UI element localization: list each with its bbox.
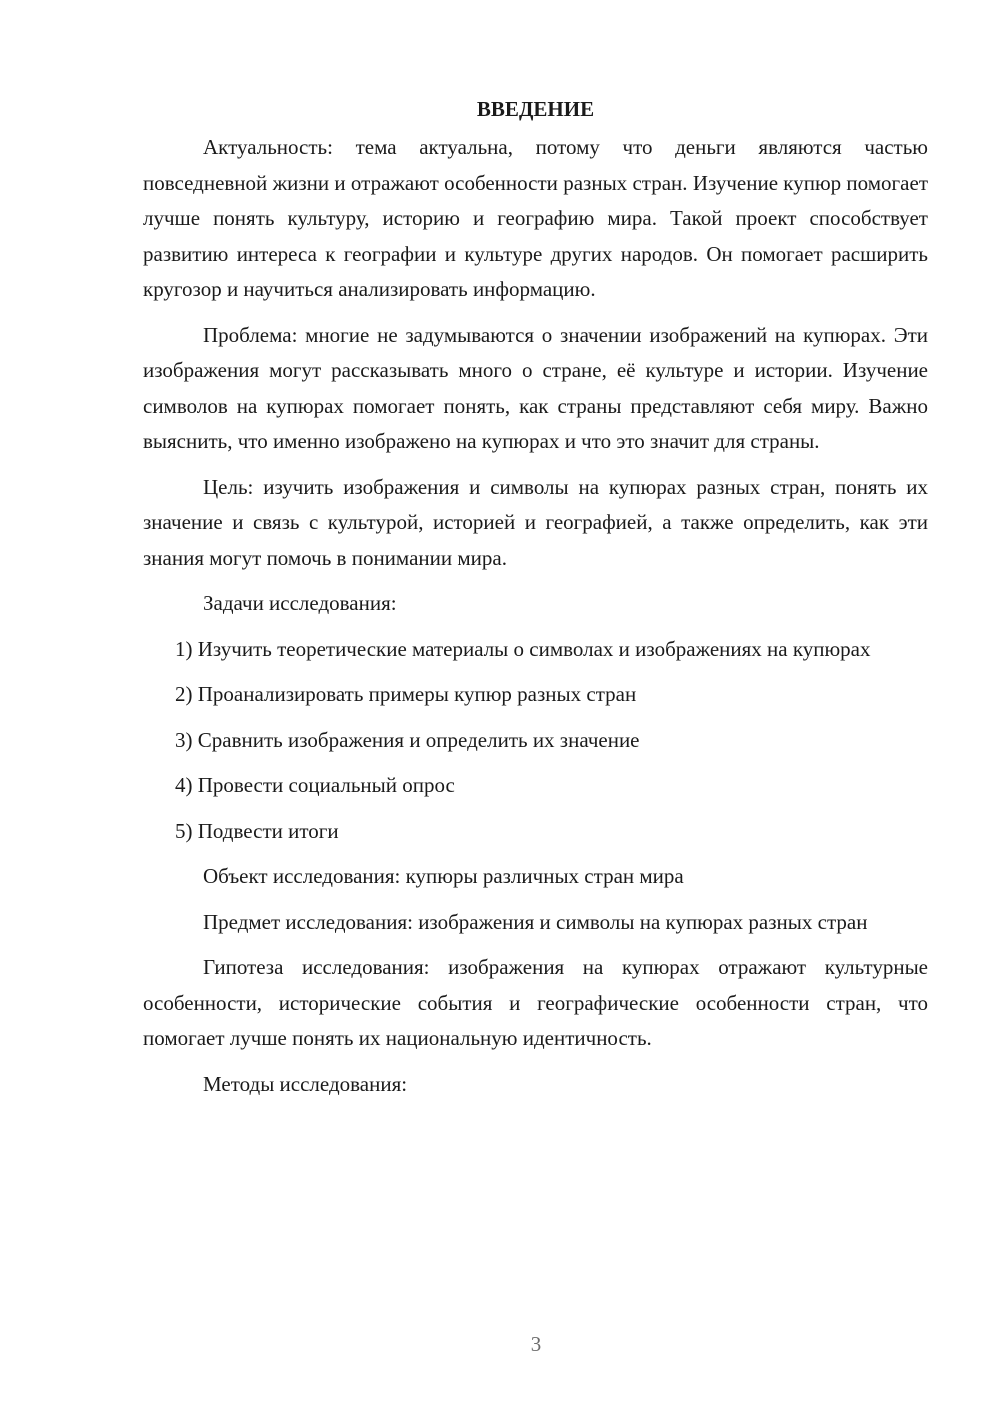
page-number: 3: [530, 1332, 542, 1356]
task-item-4: 4) Провести социальный опрос: [175, 773, 455, 797]
tasks-heading: Задачи исследования:: [203, 591, 397, 615]
page-title: ВВЕДЕНИЕ: [476, 97, 595, 121]
problem-paragraph: Проблема: многие не задумываются о значении изображений на купюрах. Эти изображения могут рассказывать много о стране, её культуре и истории. Изучение символов на купюрах помогает понять, как страны представляют себя миру. Важно выяснить, что именно изображено на купюрах и что это значит для страны.: [143, 322, 928, 453]
goal-paragraph: Цель: изучить изображения и символы на купюрах разных стран, понять их значение и связь с культурой, историей и географией, а также определить, как эти знания могут помочь в понимании мира.: [143, 474, 928, 570]
task-item-2: 2) Проанализировать примеры купюр разных стран: [175, 682, 637, 706]
task-item-3: 3) Сравнить изображения и определить их значение: [175, 727, 640, 752]
document-page: [143, 92, 928, 1112]
relevance-paragraph: Актуальность: тема актуальна, потому что деньги являются частью повседневной жизни и отражают особенности разных стран. Изучение купюр помогает лучше понять культуру, историю и географию мира. Такой проект способствует развитию интереса к географии и культуре других народов. Он помогает расширить кругозор и научиться анализировать информацию.: [143, 135, 928, 301]
methods-heading: Методы исследования:: [203, 1071, 408, 1096]
hypothesis-paragraph: Гипотеза исследования: изображения на купюрах отражают культурные особенности, исторические события и географические особенности стран, что помогает лучше понять их национальную идентичность.: [143, 955, 928, 1050]
subject-paragraph: Предмет исследования: изображения и символы на купюрах разных стран: [203, 909, 868, 934]
object-paragraph: Объект исследования: купюры различных стран мира: [203, 864, 684, 888]
task-item-5: 5) Подвести итоги: [175, 818, 339, 843]
tasks-list: [143, 632, 928, 850]
task-item-1: 1) Изучить теоретические материалы о символах и изображениях на купюрах: [175, 636, 871, 661]
